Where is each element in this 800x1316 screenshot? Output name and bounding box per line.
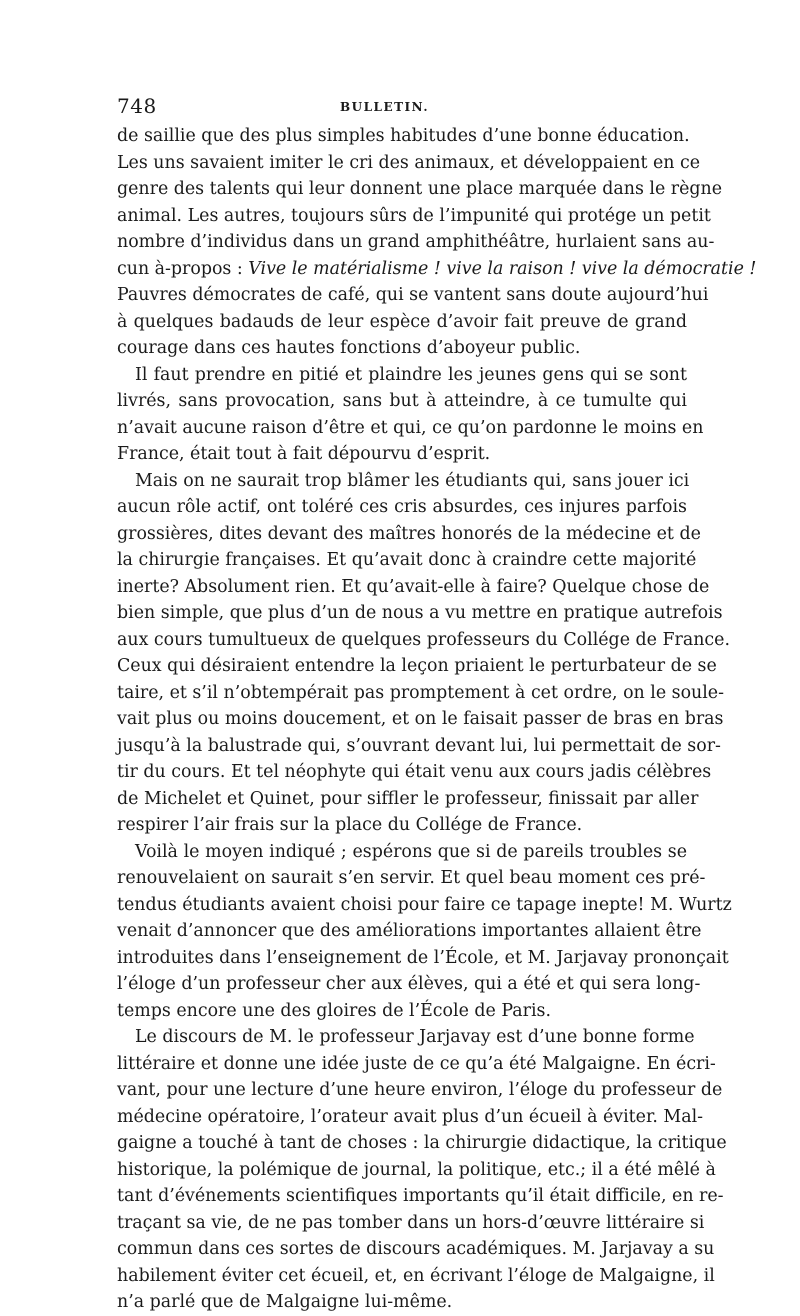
text-line	[117, 812, 687, 839]
text-line-content: livrés, sans provocation, sans but à atteindre, à ce tumulte qui	[117, 391, 687, 411]
text-line-content: respirer l’air frais sur la place du Collége de France.	[117, 815, 583, 835]
text-line	[117, 600, 723, 627]
text-line	[117, 494, 687, 521]
text-line-content: aucun rôle actif, ont toléré ces cris absurdes, ces injures parfois	[117, 497, 687, 517]
text-line-content: bien simple, que plus d’un de nous a vu mettre en pratique autrefois	[117, 603, 723, 623]
text-line	[117, 653, 717, 680]
text-line-content: Mais on ne saurait trop blâmer les étudiants qui, sans jouer ici	[135, 470, 690, 491]
text-line	[117, 547, 697, 574]
text-line-content: cun à-propos :	[117, 258, 243, 279]
text-line	[117, 1289, 687, 1316]
text-line	[117, 998, 687, 1025]
body-text	[117, 123, 757, 1316]
text-line-content: l’éloge d’un professeur cher aux élèves, qui a été et qui sera long-	[117, 974, 701, 994]
text-line-content: Pauvres démocrates de café, qui se vantent sans doute aujourd’hui	[117, 285, 709, 305]
text-line-content: genre des talents qui leur donnent une place marquée dans le règne	[117, 179, 723, 199]
text-line-content: courage dans ces hautes fonctions d’aboyeur public.	[117, 338, 581, 358]
text-line	[117, 256, 757, 283]
text-line	[117, 388, 687, 415]
text-line-content: littéraire et donne une idée juste de ce qu’a été Malgaigne. En écri-	[117, 1053, 716, 1074]
text-line-content: introduites dans l’enseignement de l’École, et M. Jarjavay prononçait	[117, 947, 729, 968]
text-line-content: Ceux qui désiraient entendre la leçon priaient le perturbateur de se	[117, 656, 717, 676]
text-line	[117, 415, 704, 442]
text-line	[117, 1077, 723, 1104]
text-line	[117, 203, 711, 230]
running-head: BULLETIN.	[340, 100, 430, 114]
text-line	[117, 229, 715, 256]
text-line-content: jusqu’à la balustrade qui, s’ouvrant devant lui, lui permettait de sor-	[117, 735, 721, 756]
text-line	[117, 1263, 715, 1290]
text-line	[117, 1236, 715, 1263]
italic-exclamation: Vive le matérialisme ! vive la raison ! vive la démocratie !	[248, 258, 757, 279]
text-line-content: vait plus ou moins doucement, et on le faisait passer de bras en bras	[117, 709, 724, 729]
page-number: 748	[117, 94, 157, 118]
text-line	[117, 1024, 695, 1051]
text-line	[117, 362, 687, 389]
text-line	[117, 971, 701, 998]
text-line	[117, 1183, 724, 1210]
text-line-content: Il faut prendre en pitié et plaindre les jeunes gens qui se sont	[135, 364, 687, 385]
text-line-content: nombre d’individus dans un grand amphithéâtre, hurlaient sans au-	[117, 232, 715, 252]
text-line	[117, 839, 687, 866]
text-line-content: grossières, dites devant des maîtres honorés de la médecine et de	[117, 523, 701, 544]
text-line	[117, 1051, 716, 1078]
text-line-content: la chirurgie françaises. Et qu’avait donc à craindre cette majorité	[117, 550, 697, 570]
text-line-content: n’a parlé que de Malgaigne lui-même.	[117, 1292, 453, 1312]
text-line	[117, 1130, 727, 1157]
text-line-content: tir du cours. Et tel néophyte qui était venu aux cours jadis célèbres	[117, 762, 712, 782]
text-line	[117, 309, 687, 336]
text-line-content: Le discours de M. le professeur Jarjavay est d’une bonne forme	[135, 1027, 695, 1047]
text-line-content: France, était tout à fait dépourvu d’esprit.	[117, 444, 491, 464]
text-line-content: à quelques badauds de leur espèce d’avoir fait preuve de grand	[117, 311, 687, 332]
text-line	[117, 865, 706, 892]
text-line	[117, 706, 724, 733]
text-line	[117, 1157, 716, 1184]
text-line	[117, 1210, 705, 1237]
text-line	[117, 1104, 704, 1131]
text-line	[117, 733, 721, 760]
text-line-content: venait d’annoncer que des améliorations importantes allaient être	[117, 921, 702, 941]
text-line-content: n’avait aucune raison d’être et qui, ce qu’on pardonne le moins en	[117, 417, 704, 438]
text-line	[117, 574, 710, 601]
text-line-content: renouvelaient on saurait s’en servir. Et quel beau moment ces pré-	[117, 868, 706, 888]
text-line-content: habilement éviter cet écueil, et, en écrivant l’éloge de Malgaigne, il	[117, 1265, 715, 1286]
text-line	[117, 892, 732, 919]
text-line-content: historique, la polémique de journal, la politique, etc.; il a été mêlé à	[117, 1159, 716, 1180]
text-line-content: aux cours tumultueux de quelques professeurs du Collége de France.	[117, 629, 730, 650]
text-line-content: Les uns savaient imiter le cri des animaux, et développaient en ce	[117, 152, 701, 173]
text-line-content: médecine opératoire, l’orateur avait plus d’un écueil à éviter. Mal-	[117, 1106, 704, 1127]
text-line-content: de Michelet et Quinet, pour siffler le professeur, finissait par aller	[117, 788, 699, 809]
text-line-content: Voilà le moyen indiqué ; espérons que si de pareils troubles se	[135, 841, 687, 862]
text-line-content: inerte? Absolument rien. Et qu’avait-elle à faire? Quelque chose de	[117, 576, 710, 597]
text-line	[117, 335, 687, 362]
text-line-content: tendus étudiants avaient choisi pour faire ce tapage inepte! M. Wurtz	[117, 894, 732, 915]
text-line-content: gaigne a touché à tant de choses : la chirurgie didactique, la critique	[117, 1133, 727, 1153]
text-line	[117, 123, 690, 150]
text-line	[117, 441, 687, 468]
text-line-content: tant d’événements scientifiques importants qu’il était difficile, en re-	[117, 1186, 724, 1206]
text-line-content: vant, pour une lecture d’une heure environ, l’éloge du professeur de	[117, 1080, 723, 1100]
text-line	[117, 627, 730, 654]
text-line-content: traçant sa vie, de ne pas tomber dans un hors-d’œuvre littéraire si	[117, 1212, 705, 1233]
page-header	[117, 94, 687, 124]
text-line	[117, 150, 701, 177]
text-line	[117, 680, 724, 707]
text-line	[117, 945, 729, 972]
text-line-content: de saillie que des plus simples habitudes d’une bonne éducation.	[117, 126, 690, 146]
text-line	[117, 176, 723, 203]
text-line	[117, 918, 702, 945]
text-line	[117, 786, 699, 813]
text-line-content: taire, et s’il n’obtempérait pas promptement à cet ordre, on le soule-	[117, 682, 724, 703]
text-line	[117, 468, 690, 495]
text-line-content: commun dans ces sortes de discours académiques. M. Jarjavay a su	[117, 1239, 715, 1259]
text-line-content: animal. Les autres, toujours sûrs de l’impunité qui protége un petit	[117, 205, 711, 226]
text-line	[117, 282, 709, 309]
text-line	[117, 521, 701, 548]
text-line	[117, 759, 712, 786]
text-line-content: temps encore une des gloires de l’École de Paris.	[117, 1000, 551, 1021]
